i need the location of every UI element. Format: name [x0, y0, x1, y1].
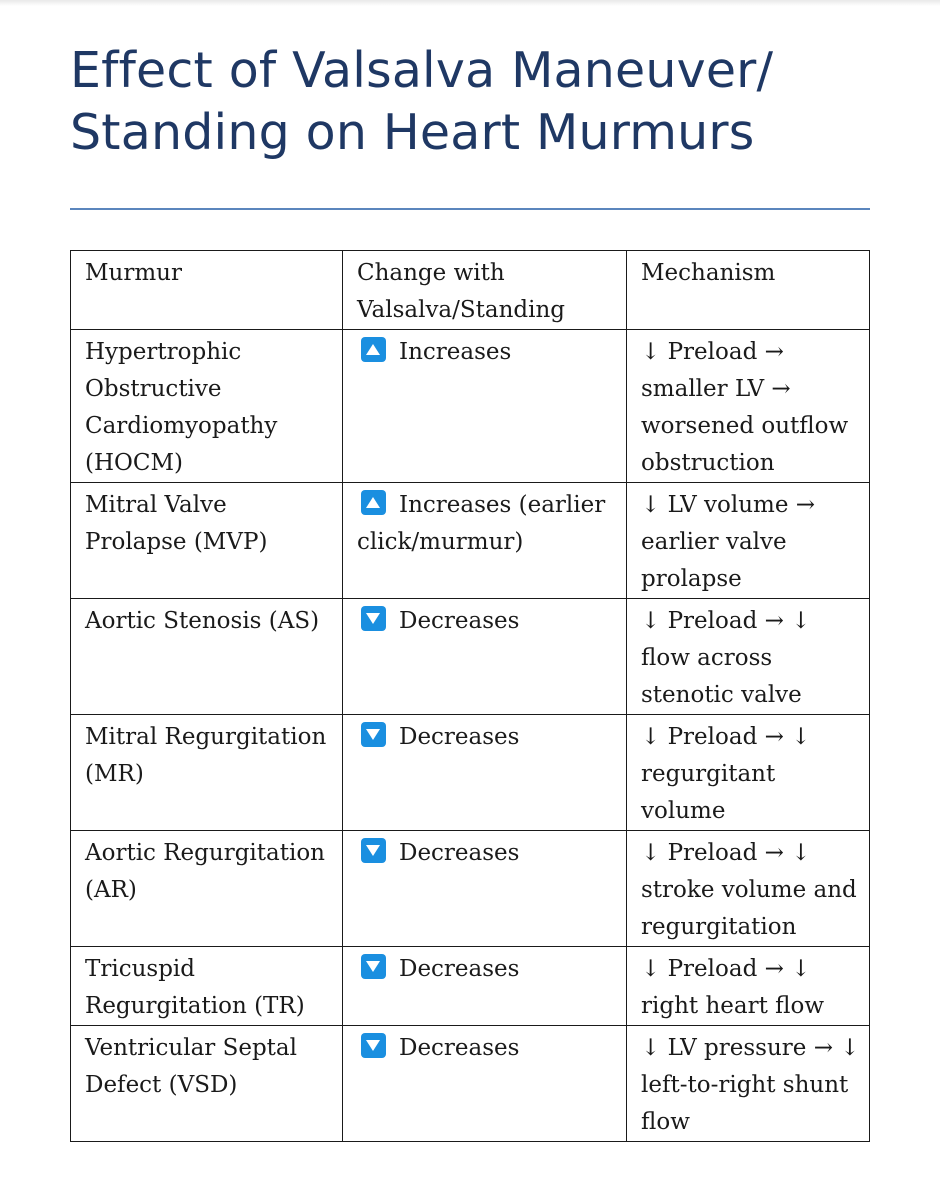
- table-row: [71, 483, 870, 599]
- murmur-cell: Aortic Stenosis (AS): [71, 599, 343, 715]
- change-cell: [343, 483, 627, 599]
- change-text: Decreases: [399, 724, 520, 750]
- change-text: Decreases: [399, 608, 520, 634]
- table-header-row: [71, 251, 870, 330]
- down-arrow-icon: [361, 606, 386, 631]
- change-cell: [343, 599, 627, 715]
- table-row: [71, 599, 870, 715]
- murmur-cell: Ventricular Septal Defect (VSD): [71, 1026, 343, 1142]
- table-row: [71, 715, 870, 831]
- change-cell: [343, 715, 627, 831]
- mechanism-cell: ↓ Preload → ↓ regurgitant volume: [627, 715, 870, 831]
- change-text: Decreases: [399, 956, 520, 982]
- table-row: [71, 831, 870, 947]
- mechanism-cell: ↓ Preload → ↓ right heart flow: [627, 947, 870, 1026]
- down-arrow-icon: [361, 954, 386, 979]
- table-row: [71, 947, 870, 1026]
- change-text: Increases: [399, 339, 512, 365]
- header-mechanism: Mechanism: [627, 251, 870, 330]
- change-cell: [343, 831, 627, 947]
- mechanism-cell: ↓ LV pressure → ↓ left-to-right shunt flow: [627, 1026, 870, 1142]
- table-row: [71, 1026, 870, 1142]
- mechanism-cell: ↓ Preload → smaller LV → worsened outflow obstruction: [627, 330, 870, 483]
- down-arrow-icon: [361, 722, 386, 747]
- murmur-cell: Tricuspid Regurgitation (TR): [71, 947, 343, 1026]
- up-arrow-icon: [361, 337, 386, 362]
- change-cell: [343, 1026, 627, 1142]
- murmur-cell: Aortic Regurgitation (AR): [71, 831, 343, 947]
- down-arrow-icon: [361, 838, 386, 863]
- change-text: Increases (earlier click/murmur): [357, 492, 606, 555]
- header-murmur: Murmur: [71, 251, 343, 330]
- up-arrow-icon: [361, 490, 386, 515]
- change-text: Decreases: [399, 1035, 520, 1061]
- down-arrow-icon: [361, 1033, 386, 1058]
- murmur-table: [70, 250, 870, 1142]
- page-title: Effect of Valsalva Maneuver/ Standing on Heart Murmurs: [70, 42, 774, 161]
- table-row: [71, 330, 870, 483]
- top-edge-shadow: [0, 0, 940, 6]
- murmur-cell: Mitral Valve Prolapse (MVP): [71, 483, 343, 599]
- change-cell: [343, 947, 627, 1026]
- murmur-cell: Mitral Regurgitation (MR): [71, 715, 343, 831]
- mechanism-cell: ↓ Preload → ↓ flow across stenotic valve: [627, 599, 870, 715]
- title-divider: [70, 208, 870, 210]
- change-cell: [343, 330, 627, 483]
- mechanism-cell: ↓ LV volume → earlier valve prolapse: [627, 483, 870, 599]
- change-text: Decreases: [399, 840, 520, 866]
- mechanism-cell: ↓ Preload → ↓ stroke volume and regurgitation: [627, 831, 870, 947]
- header-change: Change with Valsalva/Standing: [343, 251, 627, 330]
- murmur-cell: Hypertrophic Obstructive Cardiomyopathy (HOCM): [71, 330, 343, 483]
